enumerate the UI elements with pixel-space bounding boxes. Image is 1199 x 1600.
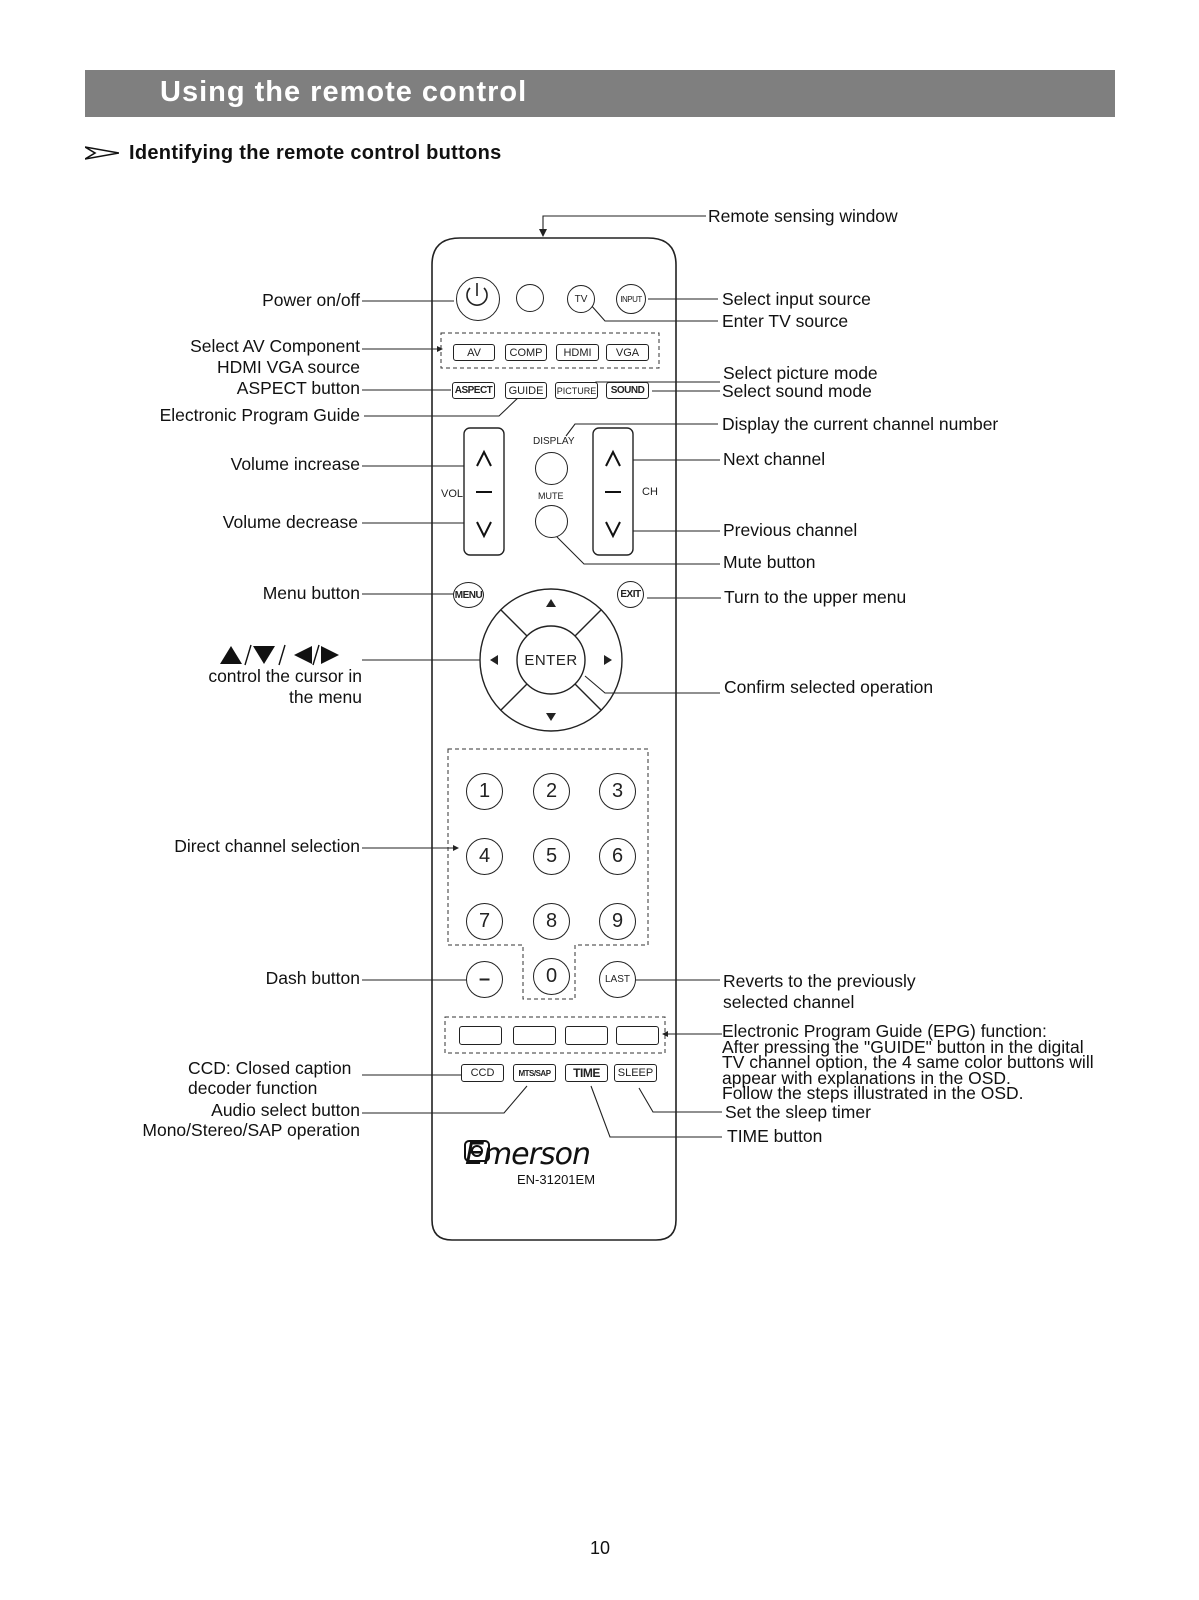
label-time: TIME button (727, 1126, 823, 1146)
ccd-button[interactable]: CCD (461, 1064, 504, 1082)
blue-function-button[interactable] (616, 1026, 659, 1045)
digit-5-button[interactable]: 5 (533, 838, 570, 875)
label-epg: Electronic Program Guide (159, 405, 360, 425)
power-button[interactable] (456, 277, 500, 321)
epg-description (722, 1021, 1094, 1103)
label-input-source: Select input source (722, 289, 871, 309)
model-number: EN-31201EM (517, 1172, 596, 1187)
sleep-button[interactable]: SLEEP (614, 1064, 657, 1082)
label-next-channel: Next channel (723, 449, 826, 469)
epg-line: appear with explanations in the OSD. (722, 1067, 1011, 1088)
yellow-function-button[interactable] (565, 1026, 608, 1045)
label-display: Display the current channel number (722, 414, 999, 434)
epg-line: Electronic Program Guide (EPG) function: (722, 1021, 1047, 1041)
comp-button[interactable]: COMP (505, 344, 547, 361)
last-button[interactable]: LAST (599, 961, 636, 998)
indicator-light (516, 284, 544, 312)
label-prev-channel: Previous channel (723, 520, 858, 540)
label-menu: Menu button (262, 583, 360, 603)
label-last-2: selected channel (723, 992, 855, 1012)
tv-button[interactable]: TV (567, 285, 595, 313)
label-cursor-2: the menu (289, 687, 362, 707)
label-sensing-window: Remote sensing window (708, 206, 898, 226)
label-direct-channel: Direct channel selection (174, 836, 360, 856)
ch-label: CH (642, 486, 658, 498)
digit-6-button[interactable]: 6 (599, 838, 636, 875)
label-mute: Mute button (723, 552, 816, 572)
digit-3-button[interactable]: 3 (599, 773, 636, 810)
epg-line: Follow the steps illustrated in the OSD. (722, 1083, 1024, 1103)
red-function-button[interactable] (459, 1026, 502, 1045)
label-tv-source: Enter TV source (722, 311, 849, 331)
digit-9-button[interactable]: 9 (599, 903, 636, 940)
av-button[interactable]: AV (453, 344, 495, 361)
page-number: 10 (590, 1538, 611, 1558)
display-label: DISPLAY (533, 436, 575, 447)
digit-1-button[interactable]: 1 (466, 773, 503, 810)
time-button[interactable]: TIME (565, 1064, 608, 1082)
label-audio-2: Mono/Stereo/SAP operation (142, 1120, 360, 1140)
label-dash: Dash button (265, 968, 360, 988)
dash-button[interactable]: – (466, 961, 503, 998)
label-vol-up: Volume increase (230, 454, 360, 474)
label-picture-mode: Select picture mode (723, 363, 878, 383)
epg-line: TV channel option, the 4 same color buttons will (722, 1052, 1094, 1072)
label-ccd-1: CCD: Closed caption (188, 1058, 352, 1078)
label-cursor-1: control the cursor in (208, 666, 362, 686)
label-av-component: Select AV Component (190, 336, 360, 356)
label-audio-1: Audio select button (211, 1100, 360, 1120)
epg-line: After pressing the "GUIDE" button in the digital (722, 1036, 1084, 1057)
label-ccd-2: decoder function (188, 1078, 318, 1098)
label-confirm: Confirm selected operation (724, 677, 934, 697)
mute-label: MUTE (538, 491, 564, 501)
label-upper-menu: Turn to the upper menu (724, 587, 907, 607)
label-vol-down: Volume decrease (222, 512, 358, 532)
label-power: Power on/off (262, 290, 360, 310)
digit-2-button[interactable]: 2 (533, 773, 570, 810)
label-sleep: Set the sleep timer (725, 1102, 871, 1122)
hdmi-button[interactable]: HDMI (556, 344, 599, 361)
digit-4-button[interactable]: 4 (466, 838, 503, 875)
digit-0-button[interactable]: 0 (533, 958, 570, 995)
aspect-button[interactable]: ASPECT (452, 382, 495, 399)
vga-button[interactable]: VGA (606, 344, 649, 361)
mute-button[interactable] (535, 505, 568, 538)
digit-8-button[interactable]: 8 (533, 903, 570, 940)
label-last-1: Reverts to the previously (723, 971, 916, 991)
label-aspect: ASPECT button (236, 378, 360, 398)
enter-button[interactable]: ENTER (524, 651, 578, 669)
label-hdmi-vga: HDMI VGA source (217, 357, 360, 377)
vol-label: VOL (441, 488, 464, 500)
display-button[interactable] (535, 452, 568, 485)
picture-button[interactable]: PICTURE (555, 382, 598, 399)
brand-logo: Emerson (465, 1137, 590, 1172)
vol-rocker[interactable] (464, 428, 504, 555)
guide-button[interactable]: GUIDE (505, 382, 547, 399)
exit-button[interactable]: EXIT (617, 581, 644, 608)
input-button[interactable]: INPUT (616, 284, 646, 314)
menu-button[interactable]: MENU (453, 582, 484, 608)
label-sound-mode: Select sound mode (722, 381, 872, 401)
page-title: Using the remote control (160, 76, 528, 108)
subheading-text: Identifying the remote control buttons (129, 141, 502, 164)
sound-button[interactable]: SOUND (606, 382, 649, 399)
digit-7-button[interactable]: 7 (466, 903, 503, 940)
green-function-button[interactable] (513, 1026, 556, 1045)
mts-sap-button[interactable]: MTS/SAP (513, 1064, 556, 1082)
ch-rocker[interactable] (593, 428, 633, 555)
